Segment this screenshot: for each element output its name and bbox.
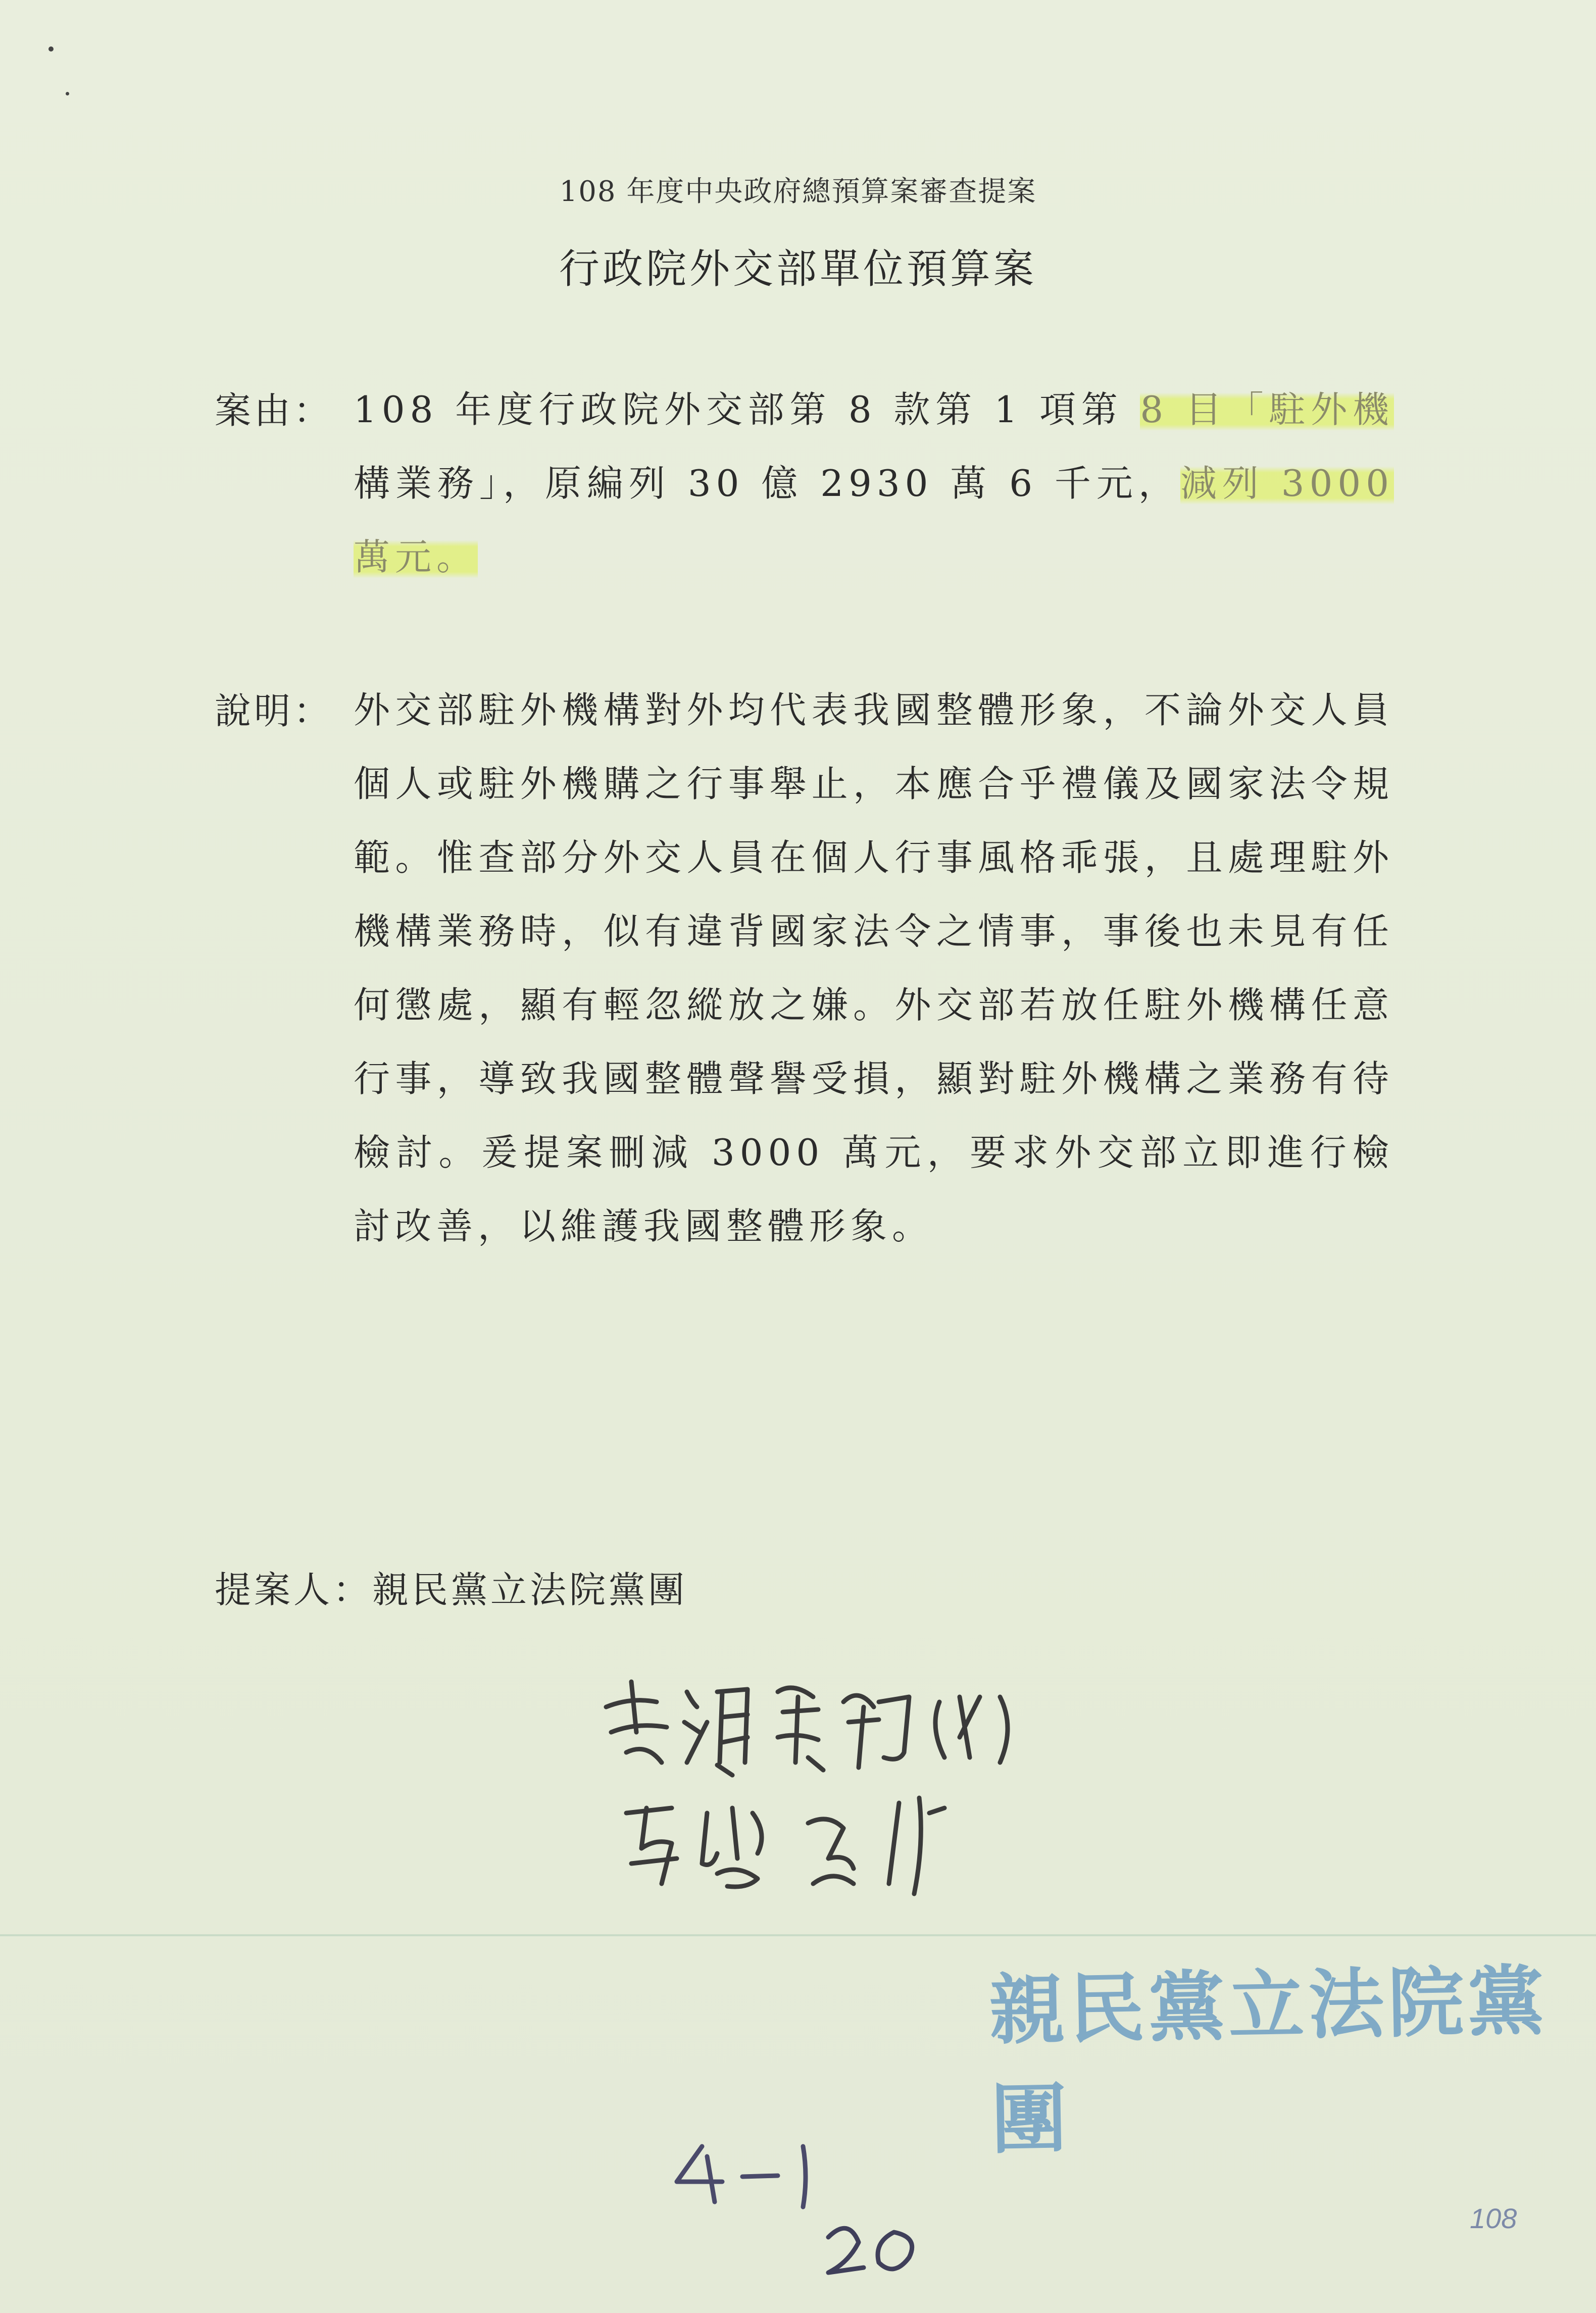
document-title: 行政院外交部單位預算案 <box>559 245 1037 292</box>
explanation-label: 說明： <box>215 690 333 732</box>
explanation-text: 外交部駐外機構對外均代表我國整體形象，不論外交人員個人或駐外機購之行事舉止，本應合乎禮儀及國家法令規範。惟查部分外交人員在個人行事風格乖張，且處理駐外機構業務時，似有違背國家法令之情事，事後也未見有任何懲處，顯有輕忽縱放之嫌。外交部若放任駐外機構任意行事，導致我國整體聲譽受損，顯對駐外機構之業務有待檢討。爰提案刪減 3000 萬元，要求外交部立即進行檢討改善，以維護我國整體形象。 <box>354 689 1394 1247</box>
proposer-line <box>215 1561 687 1613</box>
handwritten-signature-2 <box>616 1783 980 1899</box>
case-label: 案由： <box>215 389 333 432</box>
scan-line <box>0 1934 1596 1936</box>
handwritten-mark-4-1 <box>667 2136 828 2212</box>
case-highlight-1: 8 目「駐外機 <box>1140 388 1394 431</box>
case-body <box>354 373 1394 594</box>
speck <box>48 46 54 52</box>
case-text-start: 108 年度行政院外交部第 8 款第 1 項第 <box>354 388 1140 431</box>
speck <box>66 92 69 95</box>
handwritten-mark-20 <box>818 2212 929 2283</box>
proposer-label: 提案人： <box>215 1569 373 1611</box>
explanation-body <box>354 673 1394 1263</box>
page-number: 108 <box>1470 2202 1517 2234</box>
proposer-name: 親民黨立法院黨團 <box>372 1569 688 1611</box>
case-text-mid: 構業務」，原編列 30 億 2930 萬 6 千元， <box>354 462 1180 505</box>
document-subtitle: 108 年度中央政府總預算案審查提案 <box>559 175 1037 208</box>
handwritten-signature-1 <box>596 1662 1040 1783</box>
party-stamp: 親民黨立法院黨團 <box>988 1957 1549 2165</box>
case-highlight-2: 減列 3000 萬元。 <box>354 462 1394 578</box>
